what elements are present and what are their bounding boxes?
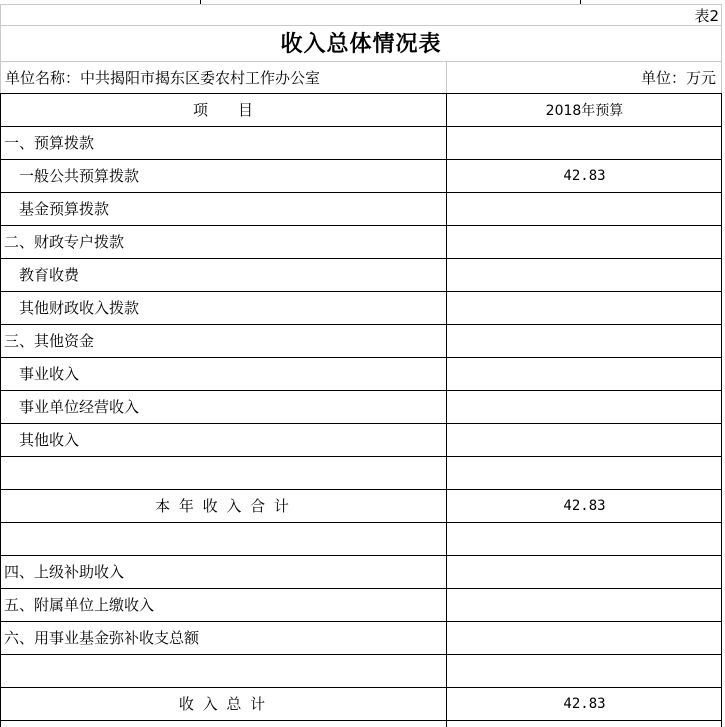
- row-label: 事业收入: [19, 365, 80, 383]
- row-border: [0, 522, 722, 523]
- row-border: [0, 225, 722, 226]
- gridline: [0, 4, 722, 5]
- gridline: [446, 61, 447, 93]
- row-label: 其他财政收入拨款: [19, 299, 140, 317]
- table-row: [0, 621, 722, 654]
- row-value: [447, 423, 722, 456]
- row-label: [0, 654, 446, 687]
- row-label: 其他收入: [19, 431, 80, 449]
- table-border: [0, 93, 1, 727]
- row-label: 一般公共预算拨款: [19, 167, 140, 185]
- table-row: [0, 456, 722, 489]
- row-border: [0, 555, 722, 556]
- table-row: [0, 258, 722, 291]
- row-border: [0, 390, 722, 391]
- row-border: [0, 291, 722, 292]
- row-label: 收 入 总 计: [178, 695, 268, 713]
- table-row: [0, 654, 722, 687]
- row-value: [447, 588, 722, 621]
- row-border: [0, 720, 722, 721]
- table-row: [0, 225, 722, 258]
- row-label: [0, 522, 446, 555]
- gridline: [0, 61, 1, 93]
- row-value: [447, 654, 722, 687]
- row-border: [0, 159, 722, 160]
- row-border: [0, 456, 722, 457]
- row-label: 教育收费: [19, 266, 80, 284]
- row-value: [447, 555, 722, 588]
- row-label: 三、其他资金: [4, 332, 95, 350]
- table-title: 收入总体情况表: [280, 31, 442, 57]
- row-value: 42.83: [563, 695, 606, 712]
- table-border: [0, 93, 722, 94]
- table-row: [0, 126, 722, 159]
- row-border: [0, 126, 722, 127]
- row-label: 本 年 收 入 合 计: [155, 497, 291, 515]
- row-value: [447, 357, 722, 390]
- row-border: [0, 258, 722, 259]
- row-label: 一、预算拨款: [4, 134, 95, 152]
- row-border: [0, 588, 722, 589]
- row-value: [447, 225, 722, 258]
- table-row: [0, 555, 722, 588]
- row-border: [0, 423, 722, 424]
- table-row: [0, 522, 722, 555]
- gridline: [721, 61, 722, 93]
- row-border: [0, 687, 722, 688]
- unit-label: 单位：万元: [640, 68, 716, 87]
- row-label: 六、用事业基金弥补收支总额: [4, 629, 200, 647]
- table-row: [0, 489, 722, 522]
- table-row: [0, 588, 722, 621]
- row-label: 基金预算拨款: [19, 200, 110, 218]
- row-label: [0, 456, 446, 489]
- table-row: [0, 390, 722, 423]
- row-value: [447, 390, 722, 423]
- row-value: [447, 126, 722, 159]
- row-label: 四、上级补助收入: [4, 563, 125, 581]
- gridline: [0, 61, 722, 62]
- table-border: [721, 93, 722, 727]
- row-value: [447, 258, 722, 291]
- row-border: [0, 324, 722, 325]
- header-budget: 2018年预算: [545, 102, 624, 119]
- sheet-tag: 表2: [694, 7, 719, 25]
- row-value: [447, 192, 722, 225]
- table-row: [0, 324, 722, 357]
- row-value: [447, 324, 722, 357]
- row-value: [447, 621, 722, 654]
- row-value: [447, 291, 722, 324]
- table-row: [0, 291, 722, 324]
- row-border: [0, 489, 722, 490]
- table-row: [0, 687, 722, 720]
- table-border: [446, 93, 447, 727]
- row-value: 42.83: [563, 497, 606, 514]
- row-border: [0, 192, 722, 193]
- table-row: [0, 192, 722, 225]
- row-label: 二、财政专户拨款: [4, 233, 125, 251]
- row-border: [0, 357, 722, 358]
- unit-row: [0, 61, 722, 93]
- row-value: 42.83: [563, 167, 606, 184]
- row-border: [0, 654, 722, 655]
- row-value: [447, 522, 722, 555]
- row-label: 五、附属单位上缴收入: [4, 596, 155, 614]
- row-value: [447, 456, 722, 489]
- table-row: [0, 159, 722, 192]
- org-name: 单位名称：中共揭阳市揭东区委农村工作办公室: [5, 68, 321, 87]
- row-border: [0, 621, 722, 622]
- table-row: [0, 423, 722, 456]
- header-row: [0, 93, 722, 126]
- row-label: 事业单位经营收入: [19, 398, 140, 416]
- table-row: [0, 357, 722, 390]
- header-item: 项 目: [192, 101, 253, 119]
